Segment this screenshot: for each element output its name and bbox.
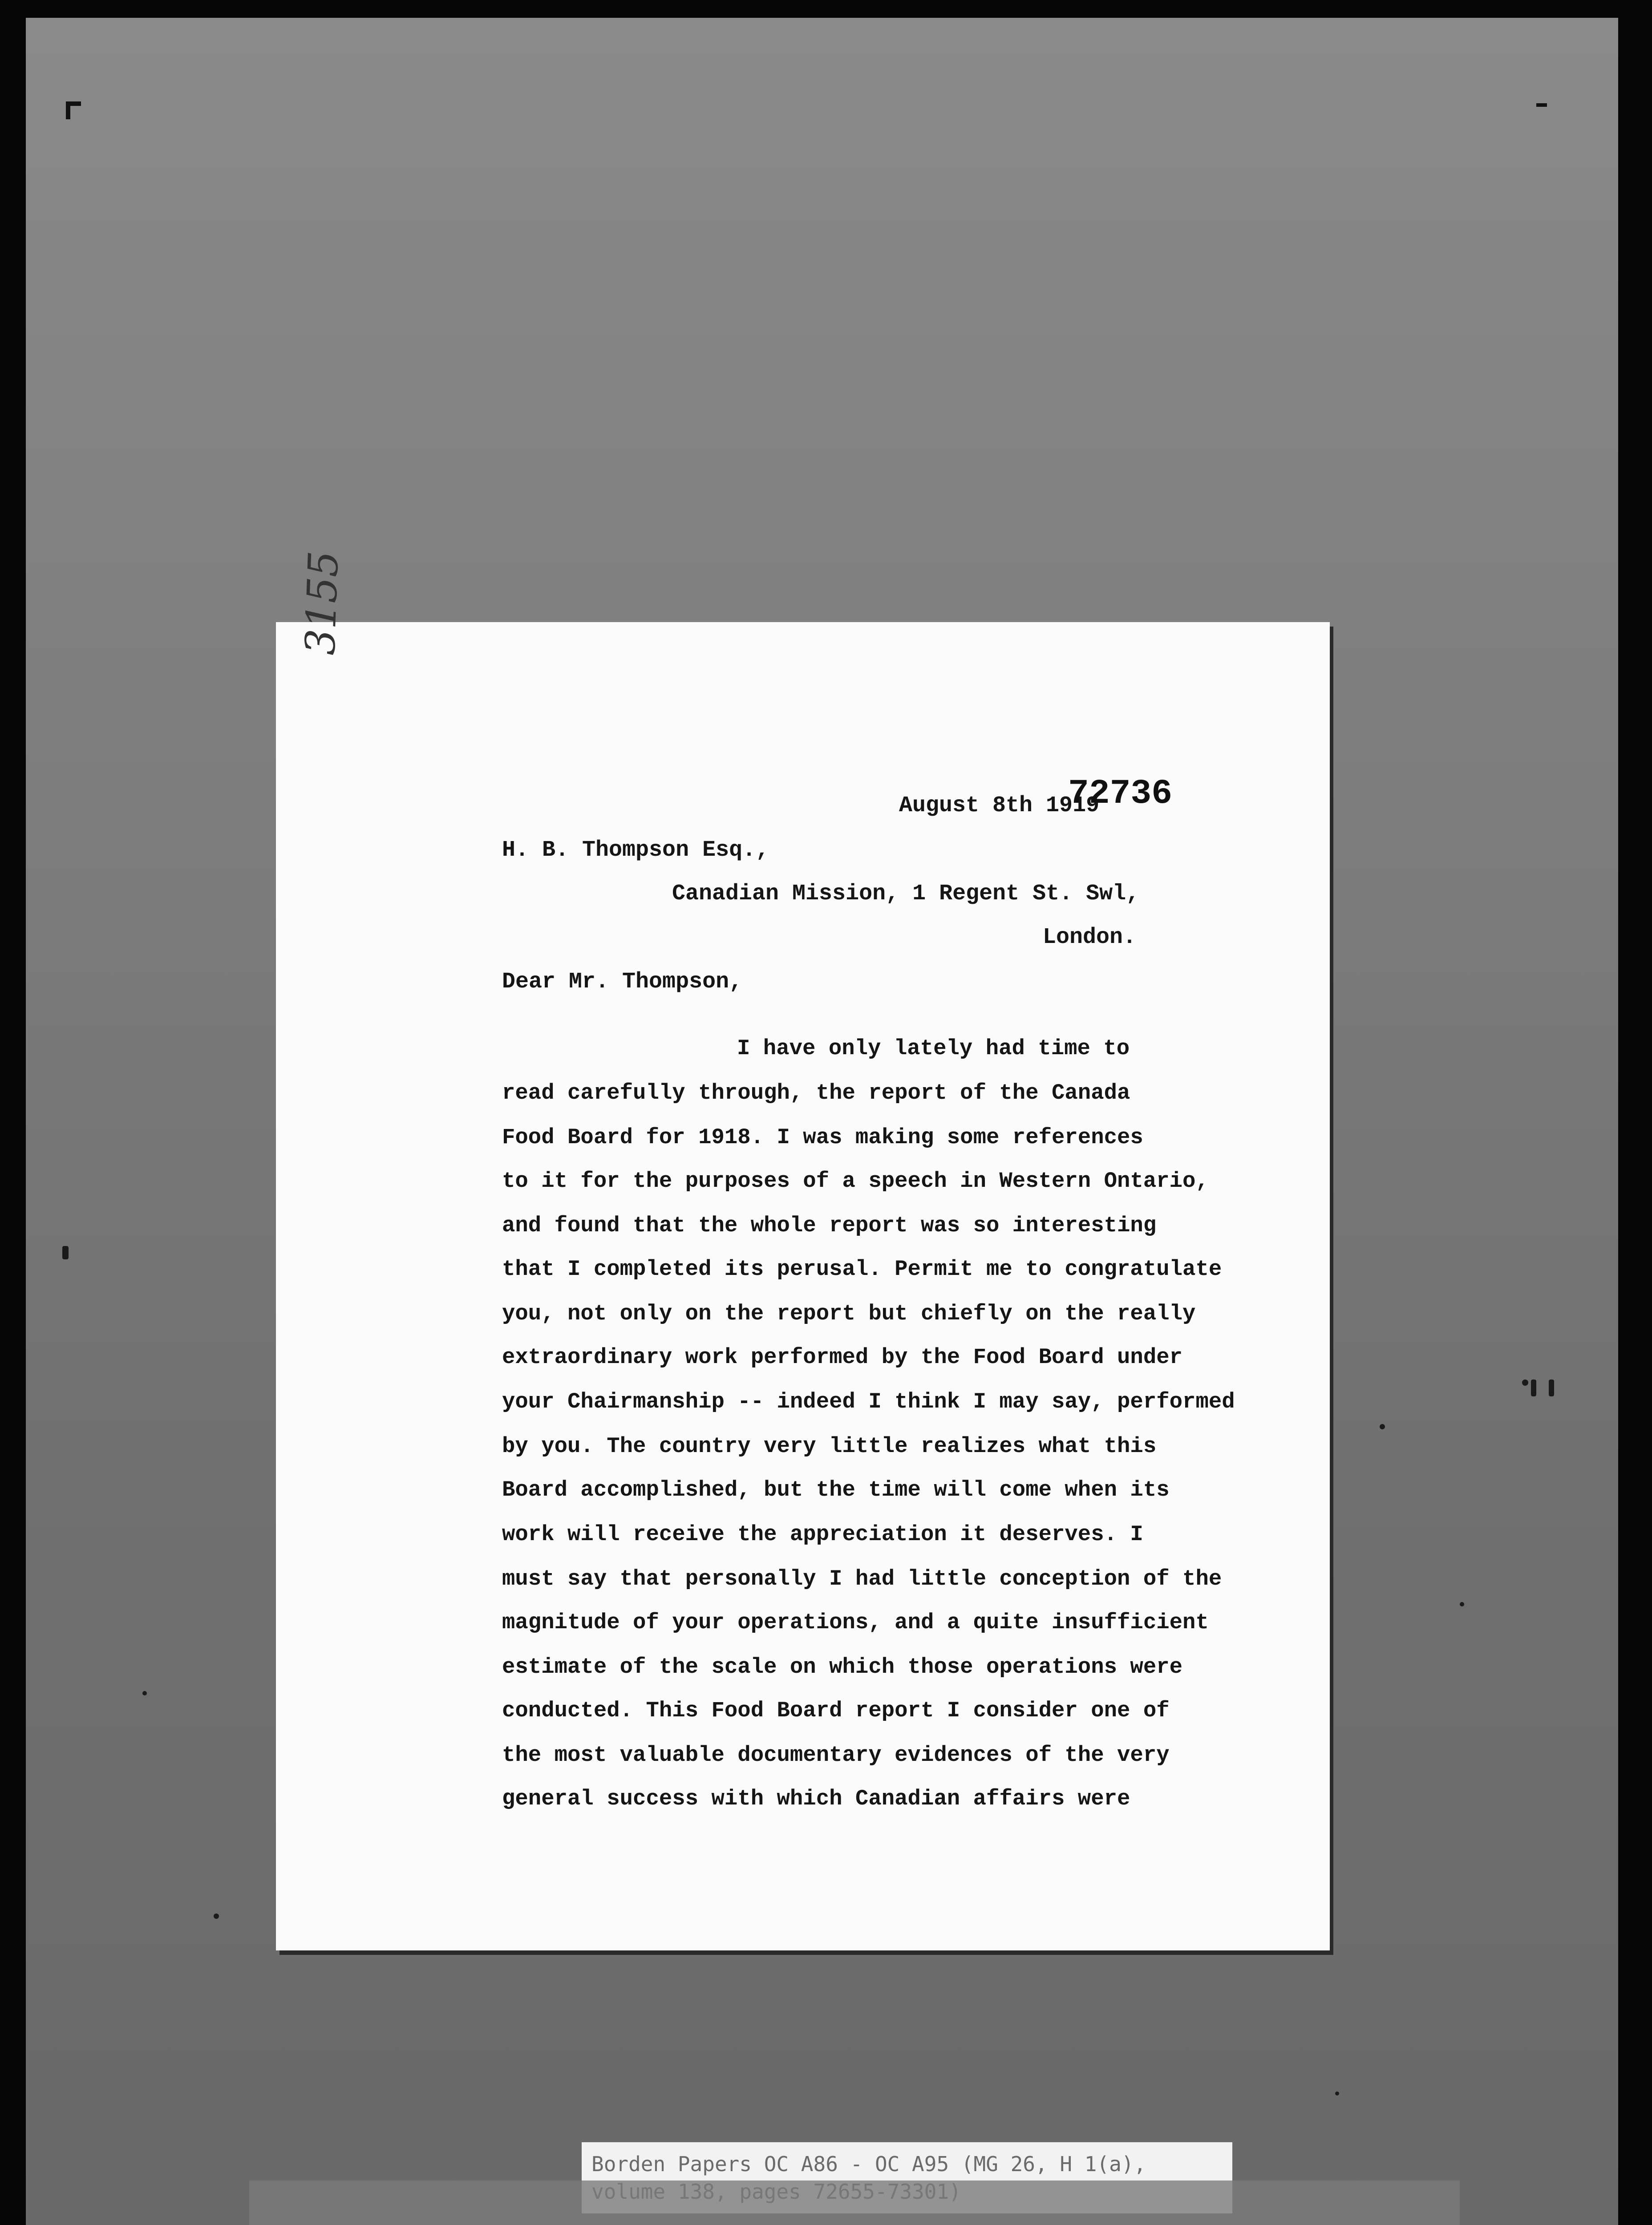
letter-body-line: estimate of the scale on which those operations were: [502, 1655, 1183, 1679]
letter-body-line: must say that personally I had little conception of the: [502, 1566, 1222, 1591]
archive-card-tape: [249, 2180, 1460, 2225]
film-speck: [1531, 1380, 1536, 1396]
film-speck: [1549, 1380, 1554, 1396]
crop-mark-top-right: [1536, 103, 1547, 107]
letter-body-line: Food Board for 1918. I was making some references: [502, 1125, 1143, 1150]
letter-body-line: your Chairmanship -- indeed I think I may say, performed: [502, 1389, 1235, 1414]
letter-body-line: that I completed its perusal. Permit me to congratulate: [502, 1257, 1222, 1282]
crop-mark-top-left-h: [66, 101, 81, 106]
film-speck: [1380, 1424, 1385, 1429]
letter-salutation: Dear Mr. Thompson,: [502, 969, 743, 995]
film-speck: [142, 1691, 147, 1695]
letter-body-line: read carefully through, the report of the Canada: [502, 1080, 1130, 1105]
letter-body-line: I have only lately had time to: [737, 1036, 1130, 1061]
letter-addressee: H. B. Thompson Esq.,: [502, 837, 769, 863]
catalog-label-line1: Borden Papers OC A86 - OC A95 (MG 26, H 1(a),: [591, 2152, 1146, 2176]
letter-body-line: extraordinary work performed by the Food Board under: [502, 1345, 1183, 1370]
film-speck: [1522, 1380, 1528, 1386]
margin-note: 3155: [296, 550, 348, 656]
letter-body-line: by you. The country very little realizes what this: [502, 1434, 1157, 1459]
reference-number: 72736: [1068, 774, 1173, 813]
letter-body-line: magnitude of your operations, and a quite insufficient: [502, 1610, 1209, 1635]
film-speck: [1335, 2092, 1339, 2096]
film-speck: [214, 1914, 219, 1919]
letter-body-line: to it for the purposes of a speech in Western Ontario,: [502, 1169, 1209, 1193]
film-speck: [62, 1246, 69, 1259]
film-speck: [1460, 1602, 1464, 1606]
letter-body-line: and found that the whole report was so interesting: [502, 1213, 1157, 1238]
letter-body-line: general success with which Canadian affairs were: [502, 1786, 1130, 1811]
letter-body-line: Board accomplished, but the time will come when its: [502, 1477, 1170, 1502]
letter-address-line1: Canadian Mission, 1 Regent St. Swl,: [672, 881, 1140, 906]
letter-body-line: the most valuable documentary evidences of the very: [502, 1743, 1170, 1768]
letter-body-line: you, not only on the report but chiefly on the really: [502, 1301, 1196, 1326]
letter-address-line2: London.: [1043, 925, 1137, 950]
letter-date: August 8th 1919: [899, 793, 1100, 818]
letter-body-line: conducted. This Food Board report I consider one of: [502, 1698, 1170, 1723]
letter-body-line: work will receive the appreciation it deserves. I: [502, 1522, 1143, 1547]
